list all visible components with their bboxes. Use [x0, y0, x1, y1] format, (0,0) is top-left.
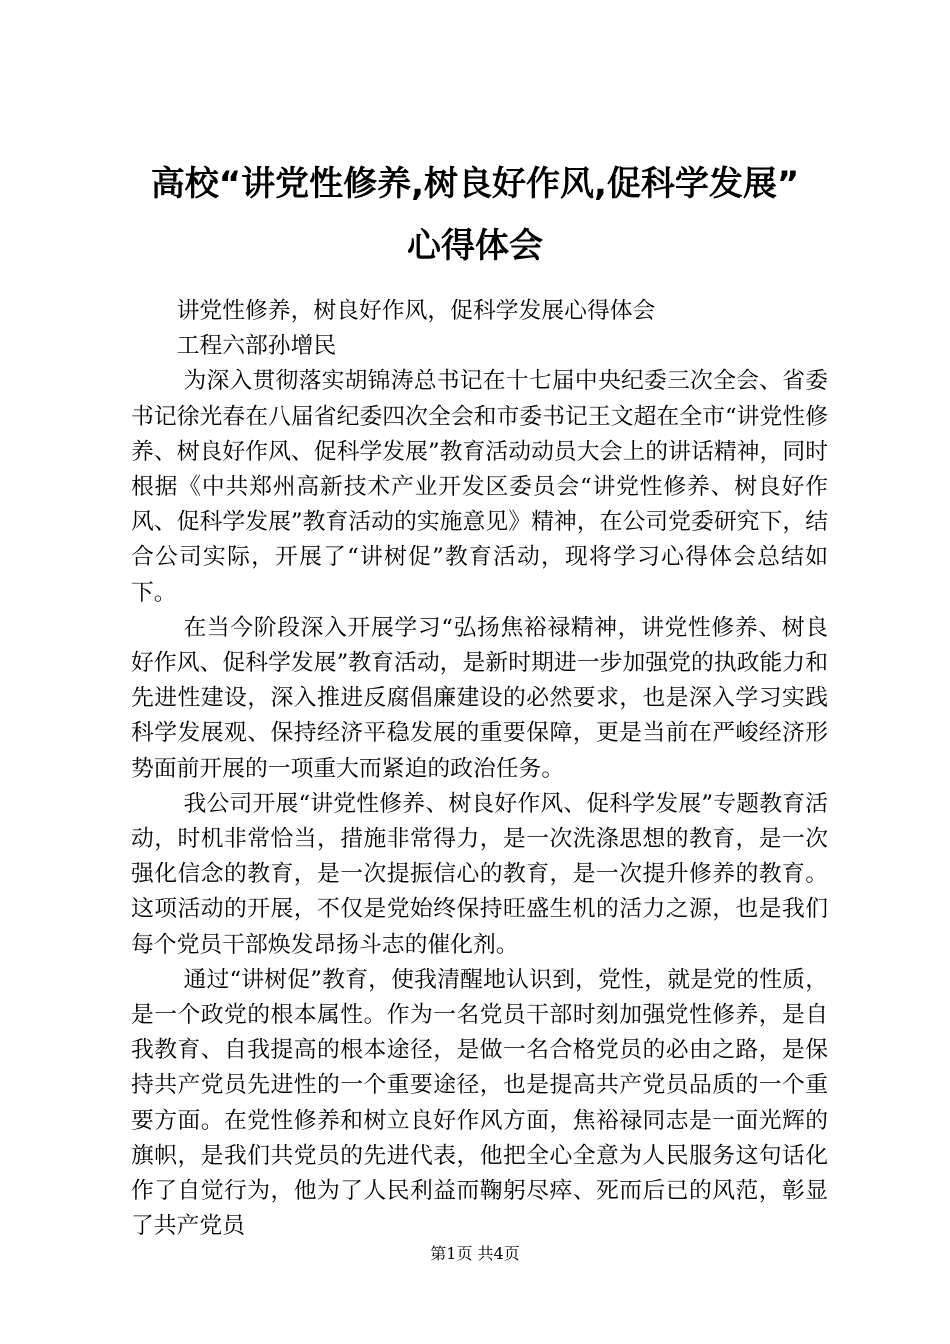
body-paragraph: 我公司开展“讲党性修养、树良好作风、促科学发展”专题教育活动，时机非常恰当，措施非常得力，是一次洗涤思想的教育，是一次强化信念的教育，是一次提振信心的教育，是一次提升修养的教育。这项活动的开展，不仅是党始终保持旺盛生机的活力之源，也是我们每个党员干部焕发昂扬斗志的催化剂。 — [131, 790, 828, 958]
body-paragraph: 在当今阶段深入开展学习“弘扬焦裕禄精神，讲党性修养、树良好作风、促科学发展”教育活动，是新时期进一步加强党的执政能力和先进性建设，深入推进反腐倡廉建设的必然要求，也是深入学习实践科学发展观、保持经济平稳发展的重要保障，更是当前在严峻经济形势面前开展的一项重大而紧迫的政治任务。 — [131, 614, 828, 782]
body-paragraph: 为深入贯彻落实胡锦涛总书记在十七届中央纪委三次全会、省委书记徐光春在八届省纪委四次全会和市委书记王文超在全市“讲党性修养、树良好作风、促科学发展”教育活动动员大会上的讲话精神，同时根据《中共郑州高新技术产业开发区委员会“讲党性修养、树良好作风、促科学发展”教育活动的实施意见》精神，在公司党委研究下，结合公司实际，开展了“讲树促”教育活动，现将学习心得体会总结如下。 — [131, 368, 828, 606]
document-body — [131, 294, 828, 1244]
document-title-line1: 高校“讲党性修养,树良好作风,促科学发展” — [150, 164, 800, 204]
document-author: 工程六部孙增民 — [176, 333, 337, 360]
body-paragraph: 通过“讲树促”教育，使我清醒地认识到，党性，就是党的性质，是一个政党的根本属性。作为一名党员干部时刻加强党性修养，是自我教育、自我提高的根本途径，是做一名合格党员的必由之路，是保持共产党员先进性的一个重要途径，也是提高共产党员品质的一个重要方面。在党性修养和树立良好作风方面，焦裕禄同志是一面光辉的旗帜，是我们共党员的先进代表，他把全心全意为人民服务这句话化作了自觉行为，他为了人民利益而鞠躬尽瘁、死而后已的风范，彰显了共产党员 — [131, 966, 828, 1240]
page-number-footer: 第1页 共4页 — [430, 1244, 520, 1263]
document-subtitle: 讲党性修养，树良好作风，促科学发展心得体会 — [176, 298, 656, 324]
document-title-line2: 心得体会 — [407, 226, 543, 266]
